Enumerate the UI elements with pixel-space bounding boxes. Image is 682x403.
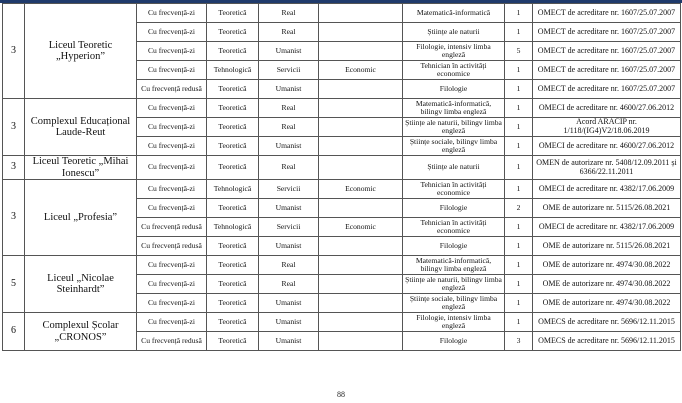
study-track: Teoretică [207, 156, 259, 180]
profile: Real [259, 156, 319, 180]
accreditation: OME de autorizare nr. 4974/30.08.2022 [533, 294, 681, 313]
domain [319, 42, 403, 61]
specialization: Filologie [403, 80, 505, 99]
study-track: Tehnologică [207, 61, 259, 80]
study-form: Cu frecvență-zi [137, 99, 207, 118]
study-form: Cu frecvență redusă [137, 80, 207, 99]
school-number: 5 [3, 256, 25, 313]
high-schools-table [2, 3, 681, 351]
accreditation: OME de autorizare nr. 5115/26.08.2021 [533, 199, 681, 218]
profile: Umanist [259, 237, 319, 256]
table-row [3, 4, 681, 23]
profile: Real [259, 4, 319, 23]
accreditation: OMECI de acreditare nr. 4600/27.06.2012 [533, 99, 681, 118]
domain [319, 118, 403, 137]
profile: Umanist [259, 80, 319, 99]
table-row [3, 313, 681, 332]
class-count: 1 [505, 237, 533, 256]
domain [319, 199, 403, 218]
study-form: Cu frecvență-zi [137, 180, 207, 199]
specialization: Tehnician în activități economice [403, 218, 505, 237]
class-count: 5 [505, 42, 533, 61]
specialization: Științe sociale, bilingv limba engleză [403, 137, 505, 156]
domain [319, 4, 403, 23]
accreditation: OME de autorizare nr. 4974/30.08.2022 [533, 275, 681, 294]
school-name: Complexul Școlar „CRONOS” [25, 313, 137, 351]
study-track: Teoretică [207, 23, 259, 42]
study-form: Cu frecvență-zi [137, 313, 207, 332]
profile: Real [259, 256, 319, 275]
class-count: 3 [505, 332, 533, 351]
domain [319, 332, 403, 351]
class-count: 1 [505, 275, 533, 294]
class-count: 1 [505, 180, 533, 199]
specialization: Matematică-informatică, bilingv limba engleză [403, 99, 505, 118]
study-track: Teoretică [207, 137, 259, 156]
study-form: Cu frecvență redusă [137, 332, 207, 351]
class-count: 1 [505, 118, 533, 137]
school-name: Liceul „Profesia” [25, 180, 137, 256]
study-track: Teoretică [207, 4, 259, 23]
domain [319, 23, 403, 42]
specialization: Filologie [403, 237, 505, 256]
accreditation: OMECI de acreditare nr. 4600/27.06.2012 [533, 137, 681, 156]
class-count: 1 [505, 80, 533, 99]
class-count: 1 [505, 256, 533, 275]
accreditation: OMECI de acreditare nr. 4382/17.06.2009 [533, 218, 681, 237]
profile: Umanist [259, 42, 319, 61]
school-name: Liceul Teoretic „Hyperion” [25, 4, 137, 99]
study-form: Cu frecvență-zi [137, 156, 207, 180]
specialization: Științe ale naturii, bilingv limba engleză [403, 275, 505, 294]
study-form: Cu frecvență redusă [137, 218, 207, 237]
domain [319, 156, 403, 180]
profile: Real [259, 23, 319, 42]
class-count: 1 [505, 23, 533, 42]
accreditation: OMECT de acreditare nr. 1607/25.07.2007 [533, 42, 681, 61]
profile: Real [259, 99, 319, 118]
school-number: 3 [3, 180, 25, 256]
table-row [3, 99, 681, 118]
table-row [3, 180, 681, 199]
study-track: Teoretică [207, 80, 259, 99]
study-track: Tehnologică [207, 180, 259, 199]
specialization: Filologie [403, 199, 505, 218]
study-form: Cu frecvență-zi [137, 275, 207, 294]
domain [319, 80, 403, 99]
school-name: Liceul Teoretic „Mihai Ionescu” [25, 156, 137, 180]
domain: Economic [319, 61, 403, 80]
study-track: Teoretică [207, 99, 259, 118]
study-track: Tehnologică [207, 218, 259, 237]
study-form: Cu frecvență-zi [137, 256, 207, 275]
study-track: Teoretică [207, 256, 259, 275]
accreditation: Acord ARACIP nr. 1/118/(IG4)V2/18.06.2019 [533, 118, 681, 137]
study-form: Cu frecvență-zi [137, 4, 207, 23]
school-number: 3 [3, 99, 25, 156]
study-form: Cu frecvență redusă [137, 237, 207, 256]
study-track: Teoretică [207, 42, 259, 61]
study-form: Cu frecvență-zi [137, 61, 207, 80]
school-name: Complexul Educațional Laude-Reut [25, 99, 137, 156]
class-count: 1 [505, 156, 533, 180]
domain: Economic [319, 218, 403, 237]
table-row [3, 256, 681, 275]
page-number: 88 [337, 390, 345, 399]
domain [319, 275, 403, 294]
profile: Servicii [259, 218, 319, 237]
profile: Umanist [259, 332, 319, 351]
study-track: Teoretică [207, 332, 259, 351]
domain [319, 137, 403, 156]
study-track: Teoretică [207, 118, 259, 137]
study-track: Teoretică [207, 237, 259, 256]
profile: Umanist [259, 199, 319, 218]
specialization: Științe sociale, bilingv limba engleză [403, 294, 505, 313]
profile: Umanist [259, 137, 319, 156]
profile: Umanist [259, 313, 319, 332]
accreditation: OMECS de acreditare nr. 5696/12.11.2015 [533, 332, 681, 351]
study-form: Cu frecvență-zi [137, 199, 207, 218]
study-form: Cu frecvență-zi [137, 23, 207, 42]
accreditation: OMECT de acreditare nr. 1607/25.07.2007 [533, 23, 681, 42]
domain [319, 313, 403, 332]
domain [319, 99, 403, 118]
accreditation: OMECT de acreditare nr. 1607/25.07.2007 [533, 4, 681, 23]
class-count: 1 [505, 4, 533, 23]
study-form: Cu frecvență-zi [137, 118, 207, 137]
class-count: 1 [505, 313, 533, 332]
specialization: Tehnician în activități economice [403, 61, 505, 80]
accreditation: OMECS de acreditare nr. 5696/12.11.2015 [533, 313, 681, 332]
specialization: Matematică-informatică [403, 4, 505, 23]
study-track: Teoretică [207, 275, 259, 294]
domain [319, 256, 403, 275]
school-name: Liceul „Nicolae Steinhardt” [25, 256, 137, 313]
specialization: Științe ale naturii, bilingv limba engleză [403, 118, 505, 137]
specialization: Științe ale naturii [403, 156, 505, 180]
class-count: 1 [505, 61, 533, 80]
school-number: 3 [3, 4, 25, 99]
class-count: 1 [505, 294, 533, 313]
study-track: Teoretică [207, 294, 259, 313]
class-count: 1 [505, 99, 533, 118]
domain [319, 294, 403, 313]
specialization: Filologie [403, 332, 505, 351]
accreditation: OMECT de acreditare nr. 1607/25.07.2007 [533, 61, 681, 80]
domain: Economic [319, 180, 403, 199]
school-number: 3 [3, 156, 25, 180]
profile: Servicii [259, 180, 319, 199]
class-count: 1 [505, 137, 533, 156]
accreditation: OMECT de acreditare nr. 1607/25.07.2007 [533, 80, 681, 99]
specialization: Filologie, intensiv limba engleză [403, 42, 505, 61]
school-number: 6 [3, 313, 25, 351]
specialization: Științe ale naturii [403, 23, 505, 42]
profile: Real [259, 275, 319, 294]
accreditation: OME de autorizare nr. 5115/26.08.2021 [533, 237, 681, 256]
domain [319, 237, 403, 256]
class-count: 1 [505, 218, 533, 237]
accreditation: OMECI de acreditare nr. 4382/17.06.2009 [533, 180, 681, 199]
specialization: Tehnician în activități economice [403, 180, 505, 199]
study-track: Teoretică [207, 199, 259, 218]
study-track: Teoretică [207, 313, 259, 332]
profile: Servicii [259, 61, 319, 80]
profile: Real [259, 118, 319, 137]
profile: Umanist [259, 294, 319, 313]
specialization: Matematică-informatică, bilingv limba engleză [403, 256, 505, 275]
study-form: Cu frecvență-zi [137, 42, 207, 61]
study-form: Cu frecvență-zi [137, 137, 207, 156]
accreditation: OMEN de autorizare nr. 5408/12.09.2011 și 6366/22.11.2011 [533, 156, 681, 180]
accreditation: OME de autorizare nr. 4974/30.08.2022 [533, 256, 681, 275]
table-row [3, 156, 681, 180]
specialization: Filologie, intensiv limba engleză [403, 313, 505, 332]
class-count: 2 [505, 199, 533, 218]
study-form: Cu frecvență-zi [137, 294, 207, 313]
